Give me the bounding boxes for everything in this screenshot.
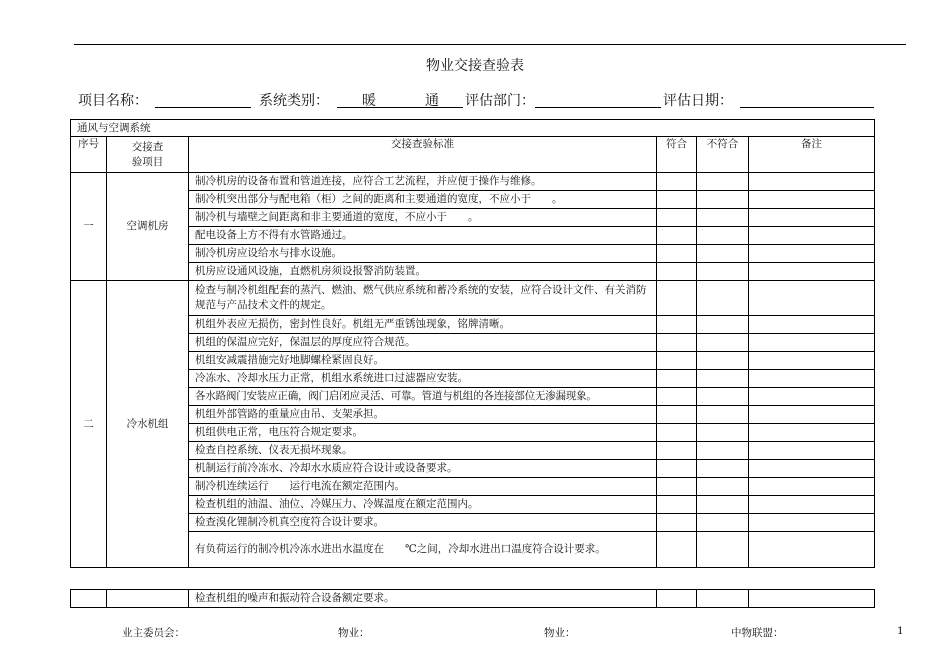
conform-cell[interactable] <box>657 514 697 532</box>
footer-alliance: 中物联盟： <box>731 627 784 639</box>
standard-cell: 冷冻水、冷却水压力正常，机组水系统进口过滤器应安装。 <box>189 370 657 388</box>
col-header-standard: 交接查验标准 <box>189 137 657 173</box>
conform-cell[interactable] <box>657 406 697 424</box>
nonconform-cell[interactable] <box>697 442 749 460</box>
conform-cell[interactable] <box>657 424 697 442</box>
system-type-underline <box>337 107 463 108</box>
standard-cell: 机组安减震措施完好地脚螺栓紧固良好。 <box>189 352 657 370</box>
table-row <box>71 173 875 191</box>
standard-cell: 制冷机房的设备布置和管道连接，应符合工艺流程，并应便于操作与维修。 <box>189 173 657 191</box>
standard-cell: 机组供电正常，电压符合规定要求。 <box>189 424 657 442</box>
conform-cell[interactable] <box>657 460 697 478</box>
standard-cell: 机组外部管路的重量应由吊、支架承担。 <box>189 406 657 424</box>
table-row <box>71 281 875 316</box>
seq-cell <box>71 590 107 608</box>
col-header-nonconform: 不符合 <box>697 137 749 173</box>
system-type-value-1: 暖 <box>362 93 376 109</box>
nonconform-cell[interactable] <box>697 263 749 281</box>
standard-cell: 机制运行前冷冻水、冷却水水质应符合设计或设备要求。 <box>189 460 657 478</box>
standard-cell: 检查机组的油温、油位、冷媒压力、冷媒温度在额定范围内。 <box>189 496 657 514</box>
footer-property-2: 物业： <box>544 627 576 639</box>
nonconform-cell[interactable] <box>697 191 749 209</box>
conform-cell[interactable] <box>657 388 697 406</box>
col-header-seq: 序号 <box>71 137 107 173</box>
system-type-value-2: 通 <box>425 93 439 109</box>
note-cell[interactable] <box>749 263 875 281</box>
nonconform-cell[interactable] <box>697 334 749 352</box>
nonconform-cell[interactable] <box>697 478 749 496</box>
standard-cell: 制冷机房应设给水与排水设施。 <box>189 245 657 263</box>
table-row <box>71 514 875 532</box>
nonconform-cell[interactable] <box>697 370 749 388</box>
nonconform-cell[interactable] <box>697 209 749 227</box>
group-item: 冷水机组 <box>107 281 189 568</box>
note-cell[interactable] <box>749 191 875 209</box>
col-header-item <box>107 137 189 173</box>
date-underline <box>740 107 874 108</box>
note-cell[interactable] <box>749 590 875 608</box>
note-cell[interactable] <box>749 281 875 316</box>
conform-cell[interactable] <box>657 496 697 514</box>
group-seq: 二 <box>71 281 107 568</box>
table-row <box>71 406 875 424</box>
group-seq: 一 <box>71 173 107 281</box>
nonconform-cell[interactable] <box>697 406 749 424</box>
nonconform-cell[interactable] <box>697 245 749 263</box>
note-cell[interactable] <box>749 496 875 514</box>
nonconform-cell[interactable] <box>697 460 749 478</box>
nonconform-cell[interactable] <box>697 281 749 316</box>
standard-cell: 机房应设通风设施，直燃机房须设报警消防装置。 <box>189 263 657 281</box>
table-row <box>71 532 875 568</box>
col-header-note: 备注 <box>749 137 875 173</box>
table-row <box>71 496 875 514</box>
system-type-label: 系统类别： <box>259 93 329 109</box>
table-row <box>71 263 875 281</box>
nonconform-cell[interactable] <box>697 496 749 514</box>
nonconform-cell[interactable] <box>697 388 749 406</box>
note-cell[interactable] <box>749 245 875 263</box>
standard-cell: 制冷机连续运行 运行电流在额定范围内。 <box>189 478 657 496</box>
conform-cell[interactable] <box>657 370 697 388</box>
nonconform-cell[interactable] <box>697 173 749 191</box>
conform-cell[interactable] <box>657 209 697 227</box>
conform-cell[interactable] <box>657 245 697 263</box>
standard-cell: 检查机组的噪声和振动符合设备额定要求。 <box>189 590 657 608</box>
conform-cell[interactable] <box>657 263 697 281</box>
note-cell[interactable] <box>749 514 875 532</box>
note-cell[interactable] <box>749 406 875 424</box>
note-cell[interactable] <box>749 173 875 191</box>
top-rule <box>74 44 906 45</box>
nonconform-cell[interactable] <box>697 532 749 568</box>
conform-cell[interactable] <box>657 352 697 370</box>
note-cell[interactable] <box>749 424 875 442</box>
col-header-item-line1: 交接查 <box>131 140 164 153</box>
conform-cell[interactable] <box>657 478 697 496</box>
table-row <box>71 334 875 352</box>
col-header-conform: 符合 <box>657 137 697 173</box>
nonconform-cell[interactable] <box>697 514 749 532</box>
footer-owner-committee: 业主委员会： <box>122 627 185 639</box>
page-number: 1 <box>897 625 904 637</box>
conform-cell[interactable] <box>657 316 697 334</box>
table-row <box>71 191 875 209</box>
note-cell[interactable] <box>749 478 875 496</box>
table-row <box>71 316 875 334</box>
table-row <box>71 590 875 608</box>
nonconform-cell[interactable] <box>697 352 749 370</box>
standard-cell: 检查溴化锂制冷机真空度符合设计要求。 <box>189 514 657 532</box>
group-item: 空调机房 <box>107 173 189 281</box>
standard-cell: 各水路阀门安装应正确，阀门启闭应灵活、可靠。管道与机组的各连接部位无渗漏现象。 <box>189 388 657 406</box>
col-header-item-line2: 验项目 <box>131 155 164 168</box>
note-cell[interactable] <box>749 352 875 370</box>
table-row <box>71 388 875 406</box>
conform-cell[interactable] <box>657 334 697 352</box>
table-row <box>71 352 875 370</box>
standard-cell: 制冷机突出部分与配电箱（柜）之间的距离和主要通道的宽度，不应小于 。 <box>189 191 657 209</box>
table-row <box>71 370 875 388</box>
section-title: 通风与空调系统 <box>71 120 875 137</box>
item-cell <box>107 590 189 608</box>
section-title-row <box>71 120 875 137</box>
conform-cell[interactable] <box>657 590 697 608</box>
table-row <box>71 227 875 245</box>
note-cell[interactable] <box>749 460 875 478</box>
note-cell[interactable] <box>749 388 875 406</box>
inspection-table <box>70 119 875 568</box>
continuation-table <box>70 589 875 608</box>
nonconform-cell[interactable] <box>697 424 749 442</box>
table-header-row <box>71 137 875 173</box>
table-row <box>71 478 875 496</box>
dept-label: 评估部门： <box>465 93 535 109</box>
project-name-label: 项目名称： <box>78 93 148 109</box>
dept-underline <box>535 107 661 108</box>
note-cell[interactable] <box>749 532 875 568</box>
table-row <box>71 442 875 460</box>
note-cell[interactable] <box>749 209 875 227</box>
conform-cell[interactable] <box>657 532 697 568</box>
nonconform-cell[interactable] <box>697 590 749 608</box>
standard-cell: 制冷机与墙壁之间距离和非主要通道的宽度，不应小于 。 <box>189 209 657 227</box>
standard-cell: 机组的保温应完好，保温层的厚度应符合规范。 <box>189 334 657 352</box>
standard-cell: 配电设备上方不得有水管路通过。 <box>189 227 657 245</box>
conform-cell[interactable] <box>657 281 697 316</box>
note-cell[interactable] <box>749 227 875 245</box>
note-cell[interactable] <box>749 370 875 388</box>
conform-cell[interactable] <box>657 173 697 191</box>
table-row <box>71 460 875 478</box>
conform-cell[interactable] <box>657 191 697 209</box>
standard-cell: 检查自控系统、仪表无损坏现象。 <box>189 442 657 460</box>
note-cell[interactable] <box>749 334 875 352</box>
nonconform-cell[interactable] <box>697 316 749 334</box>
footer-property-1: 物业： <box>338 627 370 639</box>
project-name-underline <box>155 107 251 108</box>
nonconform-cell[interactable] <box>697 227 749 245</box>
table-row <box>71 245 875 263</box>
standard-cell: 检查与制冷机组配套的蒸汽、燃油、燃气供应系统和蓄冷系统的安装，应符合设计文件、有关消防规范与产品技术文件的规定。 <box>189 281 657 316</box>
standard-cell: 有负荷运行的制冷机冷冻水进出水温度在 ℃之间，冷却水进出口温度符合设计要求。 <box>189 532 657 568</box>
table-row <box>71 424 875 442</box>
standard-cell: 机组外表应无损伤，密封性良好。机组无严重锈蚀现象，铭牌清晰。 <box>189 316 657 334</box>
table-row <box>71 209 875 227</box>
page-title: 物业交接查验表 <box>426 58 524 74</box>
conform-cell[interactable] <box>657 227 697 245</box>
date-label: 评估日期： <box>663 93 733 109</box>
conform-cell[interactable] <box>657 442 697 460</box>
note-cell[interactable] <box>749 442 875 460</box>
note-cell[interactable] <box>749 316 875 334</box>
